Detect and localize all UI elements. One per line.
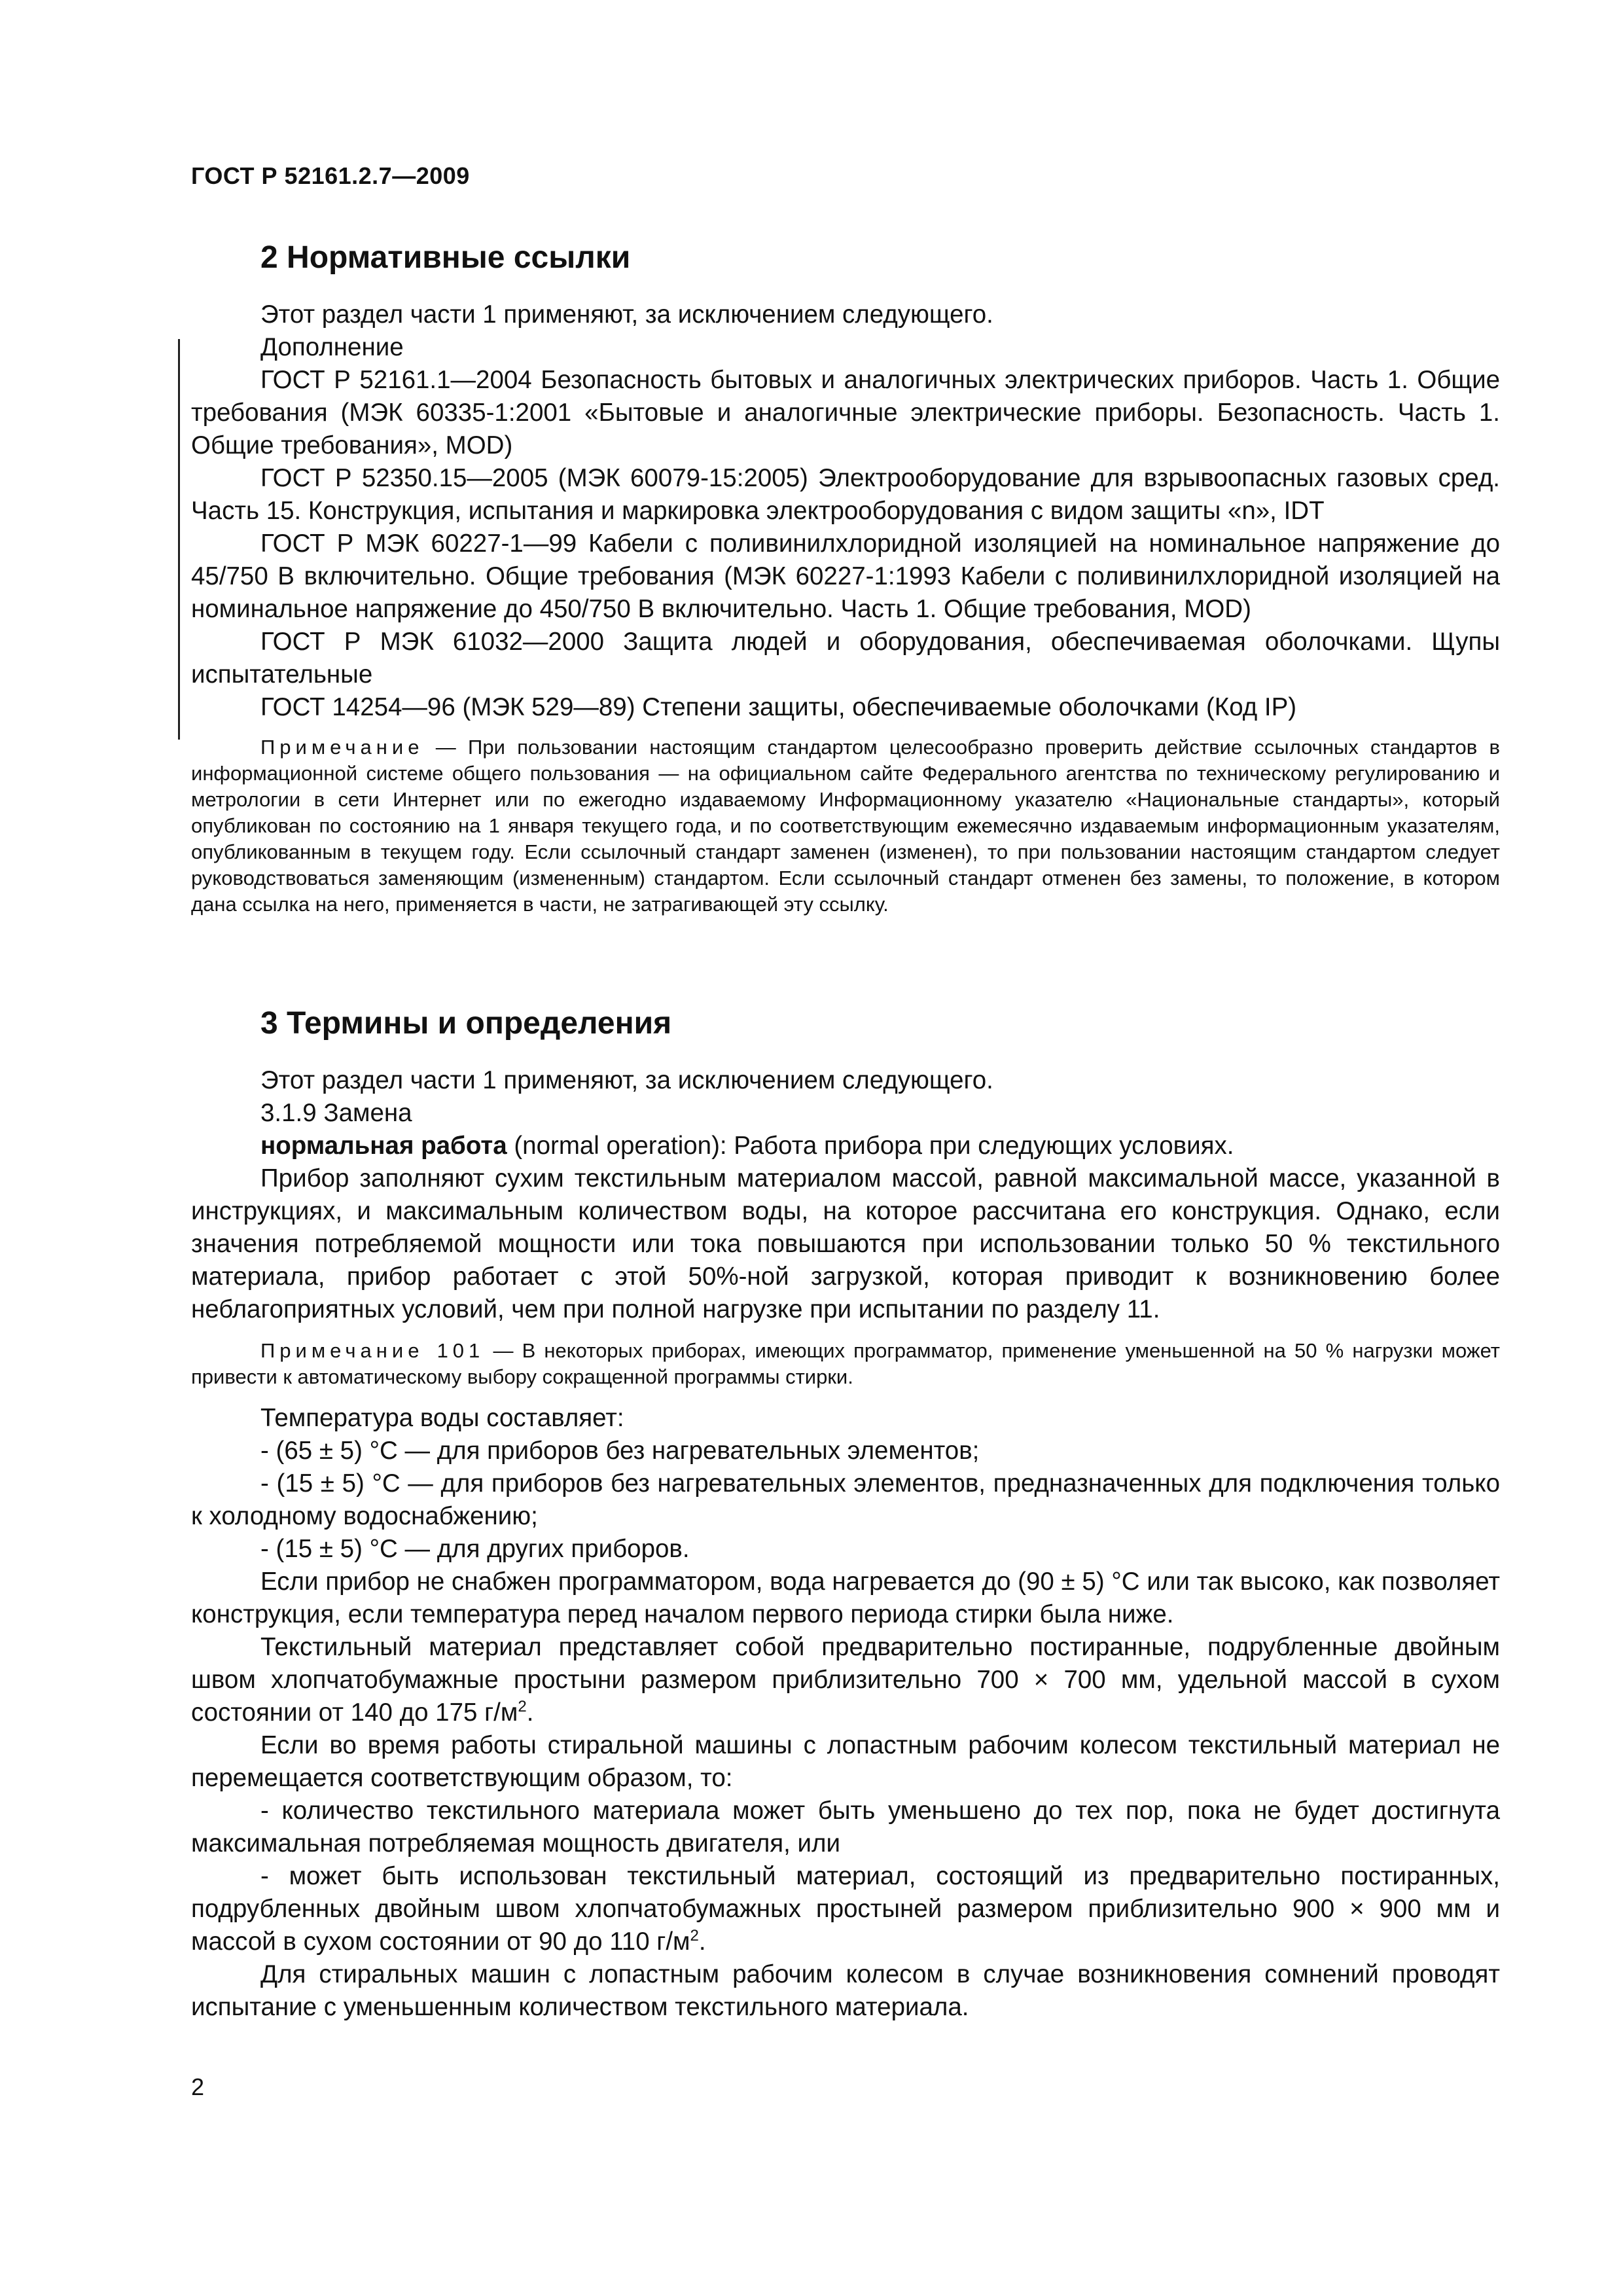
- section-3-heading: 3 Термины и определения: [260, 1006, 672, 1041]
- superscript-2: 2: [518, 1698, 527, 1716]
- note-101-text: — В некоторых приборах, имеющих программатор, применение уменьшенной на 50 % нагрузки может привести к автоматическому выбору сокращенной программы стирки.: [191, 1339, 1500, 1388]
- addition-label: Дополнение: [260, 333, 404, 361]
- section-3-body: [191, 1064, 1500, 2024]
- period: .: [698, 1928, 706, 1956]
- term-description: (normal operation): Работа прибора при следующих условиях.: [507, 1132, 1234, 1160]
- reference-item: ГОСТ Р МЭК 61032—2000 Защита людей и оборудования, обеспечиваемая оболочками. Щупы испытательные: [191, 628, 1500, 689]
- reference-item: ГОСТ Р 52161.1—2004 Безопасность бытовых и аналогичных электрических приборов. Часть 1. Общие требования (МЭК 60335-1:2001 «Бытовые и аналогичные электрические приборы. Безопасность. Часть 1. Общие требования», MOD): [191, 366, 1500, 459]
- reference-item: ГОСТ Р МЭК 60227-1—99 Кабели с поливинилхлоридной изоляцией на номинальное напряжение до 45/750 В включительно. Общие требования (МЭК 60227-1:1993 Кабели с поливинилхлоридной изоляцией на номинальное напряжение до 450/750 В включительно. Часть 1. Общие требования, MOD): [191, 529, 1500, 623]
- dash-item-text: - может быть использован текстильный материал, состоящий из предварительно постиранных, подрубленных двойным швом хлопчатобумажных простыней размером приблизительно 900 × 900 мм и массой в сухом состоянии от 90 до 110 г/м: [191, 1862, 1500, 1956]
- temperature-intro: Температура воды составляет:: [260, 1404, 624, 1432]
- reference-item: ГОСТ 14254—96 (МЭК 529—89) Степени защиты, обеспечиваемые оболочками (Код IP): [260, 693, 1297, 721]
- load-paragraph: Прибор заполняют сухим текстильным материалом массой, равной максимальной массе, указанной в инструкциях, и максимальным количеством воды, на которое рассчитана его конструкция. Однако, если значения потребляемой мощности или тока повышаются при использовании только 50 % текстильного материала, прибор работает с этой 50%-ной загрузкой, которая приводит к возникновению более неблагоприятных условий, чем при полной нагрузке при испытании по разделу 11.: [191, 1164, 1500, 1323]
- note-label: Примечание: [260, 736, 424, 759]
- textile-text: Текстильный материал представляет собой предварительно постиранные, подрубленные двойным швом хлопчатобумажные простыни размером приблизительно 700 × 700 мм, удельной массой в сухом состоянии от 140 до 175 г/м: [191, 1633, 1500, 1727]
- document-code-header: ГОСТ Р 52161.2.7—2009: [191, 162, 470, 189]
- period: .: [526, 1698, 534, 1727]
- dash-item: [191, 1860, 1500, 1958]
- doubt-paragraph: Для стиральных машин с лопастным рабочим колесом в случае возникновения сомнений проводят испытание с уменьшенным количеством текстильного материала.: [191, 1960, 1500, 2021]
- programmer-paragraph: Если прибор не снабжен программатором, вода нагревается до (90 ± 5) °С или так высоко, как позволяет конструкция, если температура перед началом первого периода стирки была ниже.: [191, 1568, 1500, 1628]
- impeller-paragraph: Если во время работы стиральной машины с лопастным рабочим колесом текстильный материал не перемещается соответствующим образом, то:: [191, 1731, 1500, 1792]
- clause-number: 3.1.9 Замена: [260, 1099, 412, 1127]
- superscript-2: 2: [690, 1927, 699, 1945]
- reference-item: ГОСТ Р 52350.15—2005 (МЭК 60079-15:2005) Электрооборудование для взрывоопасных газовых сред. Часть 15. Конструкция, испытания и маркировка электрооборудования с видом защиты «n», IDT: [191, 464, 1500, 525]
- note-text: — При пользовании настоящим стандартом целесообразно проверить действие ссылочных стандартов в информационной системе общего пользования — на официальном сайте Федерального агентства по техническому регулированию и метрологии в сети Интернет или по ежегодно издаваемому Информационному указателю «Национальные стандарты», который опубликован по состоянию на 1 января текущего года, и по соответствующим ежемесячно издаваемым информационным указателям, опубликованным в текущем году. Если ссылочный стандарт заменен (изменен), то при пользовании настоящим стандартом следует руководствоваться заменяющим (измененным) стандартом. Если ссылочный стандарт отменен без замены, то положение, в котором дана ссылка на него, применяется в части, не затрагивающей эту ссылку.: [191, 736, 1500, 916]
- term-name: нормальная работа: [260, 1132, 507, 1160]
- note-101-label: Примечание 101: [260, 1339, 485, 1362]
- temperature-item: - (15 ± 5) °С — для других приборов.: [260, 1535, 690, 1563]
- temperature-item: - (65 ± 5) °С — для приборов без нагревательных элементов;: [260, 1437, 980, 1465]
- note-101: [191, 1338, 1500, 1390]
- section-2-body: [191, 298, 1500, 918]
- temperature-item: - (15 ± 5) °С — для приборов без нагревательных элементов, предназначенных для подключения только к холодному водоснабжению;: [191, 1469, 1500, 1530]
- change-marker-bar: [178, 339, 180, 740]
- section-2-note: [191, 734, 1500, 918]
- section-2-heading: 2 Нормативные ссылки: [260, 240, 631, 275]
- section-3-intro: Этот раздел части 1 применяют, за исключением следующего.: [260, 1066, 993, 1094]
- term-definition: [191, 1130, 1500, 1162]
- page-number: 2: [191, 2073, 205, 2100]
- dash-item: - количество текстильного материала может быть уменьшено до тех пор, пока не будет достигнута максимальная потребляемая мощность двигателя, или: [191, 1797, 1500, 1857]
- section-2-intro: Этот раздел части 1 применяют, за исключением следующего.: [260, 300, 993, 329]
- textile-paragraph: [191, 1631, 1500, 1729]
